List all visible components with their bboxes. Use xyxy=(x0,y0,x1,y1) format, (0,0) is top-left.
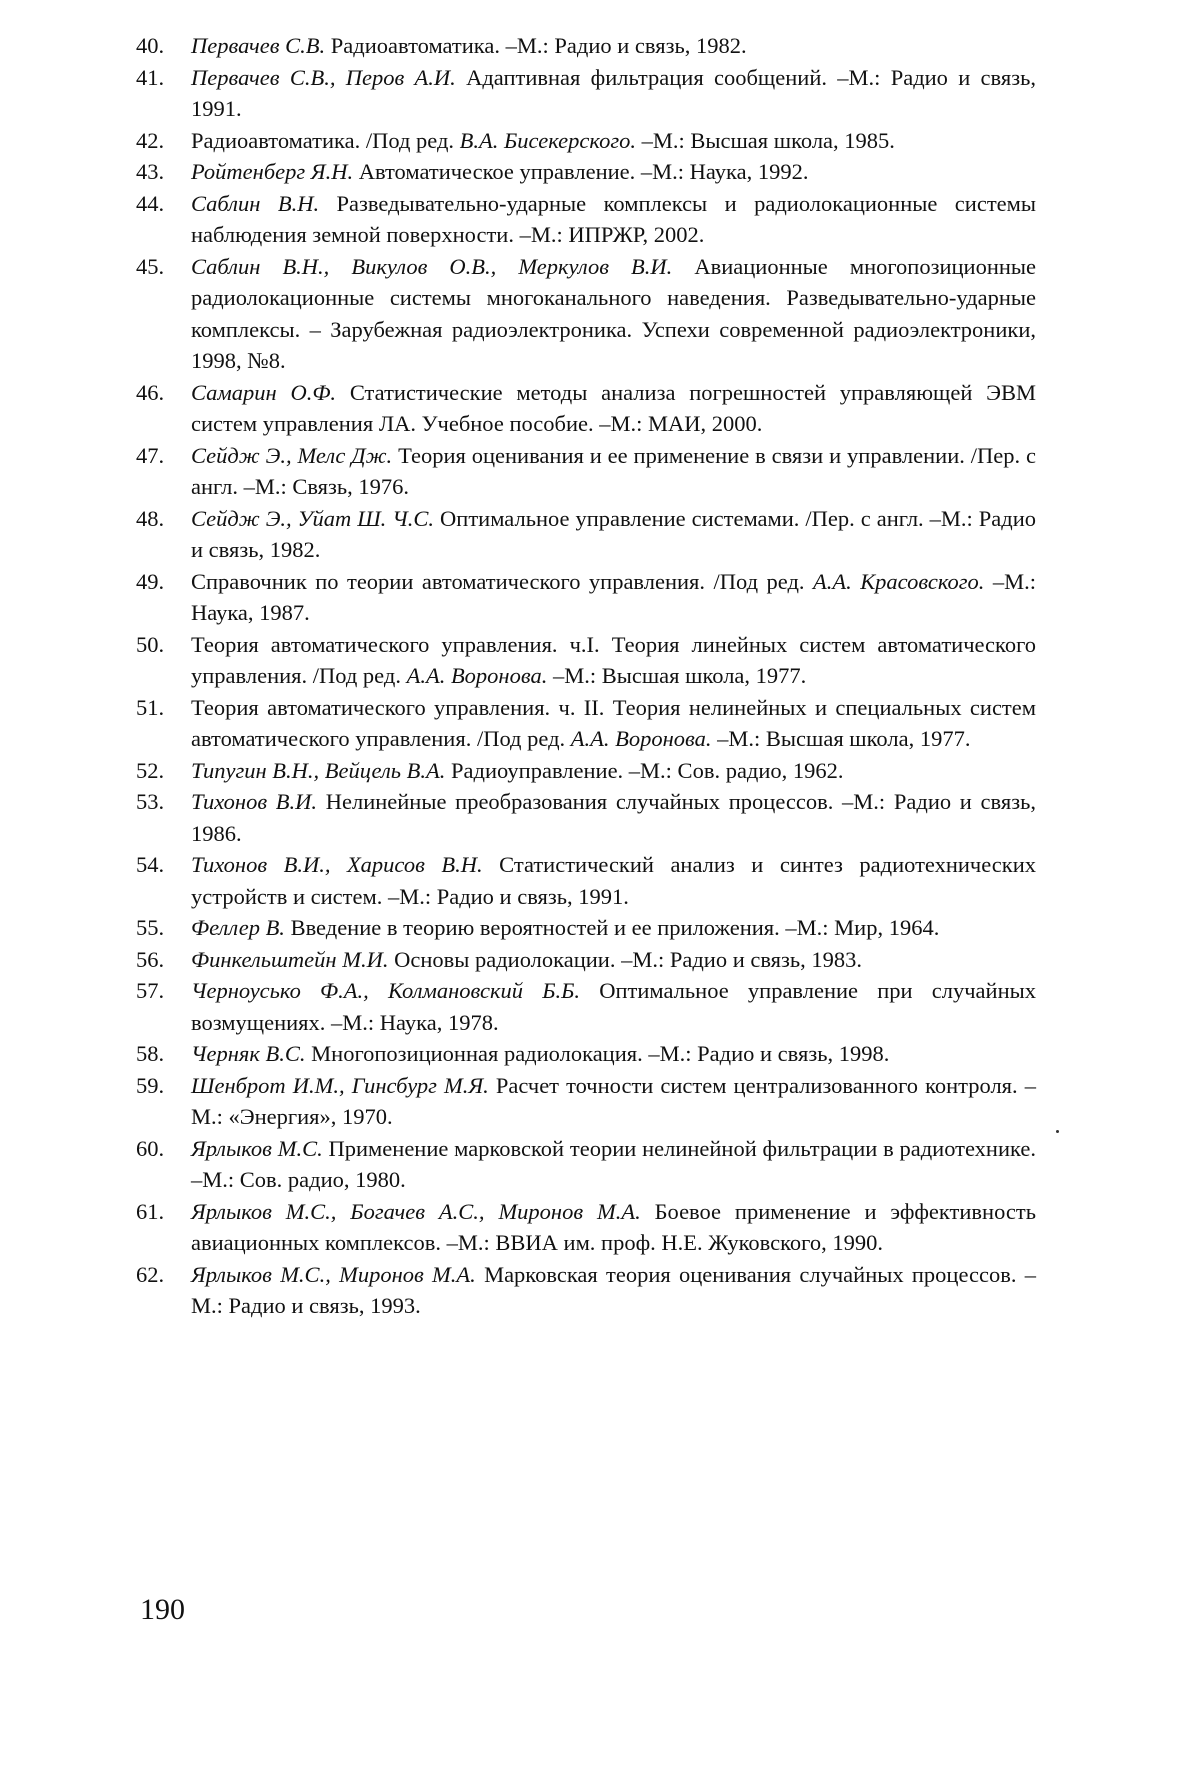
reference-text: Оптимальное управление при случайных возмущениях. –М.: Наука, 1978. xyxy=(191,978,1036,1035)
reference-text: Марковская теория оценивания случайных процессов. –М.: Радио и связь, 1993. xyxy=(191,1261,1037,1318)
reference-item xyxy=(136,1259,1036,1322)
reference-number: 45. xyxy=(136,253,165,279)
reference-item xyxy=(136,62,1036,125)
reference-item xyxy=(136,1196,1036,1259)
reference-text: –М.: Высшая школа, 1977. xyxy=(552,663,807,688)
reference-title-pre: Теория автоматического управления. ч.I. Теория линейных систем автоматического управления. /Под ред. xyxy=(191,631,1036,688)
reference-item xyxy=(136,440,1036,503)
reference-number: 53. xyxy=(136,789,165,814)
reference-number: 59. xyxy=(136,1072,165,1098)
reference-item xyxy=(136,1133,1036,1196)
reference-title-pre: Теория автоматического управления. ч. II. Теория нелинейных и специальных систем автоматического управления. /Под ред. xyxy=(191,694,1036,751)
reference-item xyxy=(136,251,1036,377)
reference-number: 41. xyxy=(136,64,165,90)
reference-text: Статистические методы анализа погрешностей управляющей ЭВМ систем управления ЛА. Учебное пособие. –М.: МАИ, 2000. xyxy=(191,379,1037,436)
reference-number: 48. xyxy=(136,505,165,531)
reference-number: 44. xyxy=(136,190,165,216)
reference-author: Ярлыков М.С., Богачев А.С., Миронов М.А. xyxy=(191,1198,641,1224)
reference-author: Финкельштейн М.И. xyxy=(191,946,389,972)
reference-text: Авиационные многопозиционные радиолокационные системы многоканального наведения. Разведывательно-ударные комплексы. – Зарубежная радиоэлектроника. Успехи современной радиоэлектроники, 1998, №8. xyxy=(191,253,1037,373)
reference-author: Ярлыков М.С. xyxy=(191,1135,323,1161)
reference-text: Расчет точности систем централизованного контроля. –М.: «Энергия», 1970. xyxy=(191,1072,1036,1129)
reference-number: 62. xyxy=(136,1261,165,1287)
reference-author: Шенброт И.М., Гинсбург М.Я. xyxy=(191,1072,489,1098)
reference-item xyxy=(136,156,1036,188)
reference-author: Феллер В. xyxy=(191,915,285,940)
reference-author: Первачев С.В. xyxy=(191,33,326,58)
reference-editor: А.А. Красовского. xyxy=(813,568,985,594)
reference-number: 40. xyxy=(136,33,165,58)
reference-author: Саблин В.Н. xyxy=(191,190,320,216)
reference-item xyxy=(136,188,1036,251)
reference-editor: В.А. Бисекерского. xyxy=(459,127,636,153)
reference-author: Черноусько Ф.А., Колмановский Б.Б. xyxy=(191,978,581,1003)
reference-item xyxy=(136,692,1036,755)
reference-editor: А.А. Воронова. xyxy=(406,663,548,688)
reference-number: 51. xyxy=(136,694,165,720)
reference-author: Тихонов В.И. xyxy=(191,789,318,814)
reference-title-pre: Справочник по теории автоматического управления. /Под ред. xyxy=(191,568,805,594)
reference-text: Разведывательно-ударные комплексы и радиолокационные системы наблюдения земной поверхности. –М.: ИПРЖР, 2002. xyxy=(191,190,1036,247)
reference-number: 56. xyxy=(136,946,165,972)
reference-number: 46. xyxy=(136,379,165,405)
reference-text: Боевое применение и эффективность авиационных комплексов. –М.: ВВИА им. проф. Н.Е. Жуковского, 1990. xyxy=(191,1198,1036,1255)
reference-item xyxy=(136,566,1036,629)
reference-author: Первачев С.В., Перов А.И. xyxy=(191,64,456,90)
reference-list xyxy=(136,30,1036,1322)
reference-item xyxy=(136,30,1036,62)
reference-author: Тихонов В.И., Харисов В.Н. xyxy=(191,852,483,877)
reference-item xyxy=(136,1038,1036,1070)
reference-author: Саблин В.Н., Викулов О.В., Меркулов В.И. xyxy=(191,253,673,279)
reference-number: 60. xyxy=(136,1135,165,1161)
reference-item xyxy=(136,377,1036,440)
reference-text: –М.: Высшая школа, 1985. xyxy=(641,127,895,153)
scan-speck xyxy=(1056,1130,1059,1133)
reference-author: Ройтенберг Я.Н. xyxy=(191,159,354,184)
reference-text: Нелинейные преобразования случайных процессов. –М.: Радио и связь, 1986. xyxy=(191,789,1036,846)
reference-number: 42. xyxy=(136,127,165,153)
reference-number: 61. xyxy=(136,1198,165,1224)
reference-text: Теория оценивания и ее применение в связи и управлении. /Пер. с англ. –М.: Связь, 1976. xyxy=(191,442,1036,499)
reference-number: 49. xyxy=(136,568,165,594)
reference-item xyxy=(136,912,1036,944)
reference-number: 47. xyxy=(136,442,165,468)
reference-author: Черняк В.С. xyxy=(191,1041,306,1066)
reference-text: Радиоавтоматика. –М.: Радио и связь, 1982. xyxy=(330,33,747,58)
reference-text: Автоматическое управление. –М.: Наука, 1992. xyxy=(358,159,809,184)
reference-text: Статистический анализ и синтез радиотехнических устройств и систем. –М.: Радио и связь, 1991. xyxy=(191,852,1036,909)
reference-text: Многопозиционная радиолокация. –М.: Радио и связь, 1998. xyxy=(311,1041,890,1066)
reference-text: Адаптивная фильтрация сообщений. –М.: Радио и связь, 1991. xyxy=(191,64,1036,121)
reference-item xyxy=(136,503,1036,566)
reference-number: 54. xyxy=(136,852,165,877)
reference-item xyxy=(136,1070,1036,1133)
reference-editor: А.А. Воронова. xyxy=(570,726,712,751)
reference-author: Сейдж Э., Мелс Дж. xyxy=(191,442,393,468)
reference-number: 52. xyxy=(136,757,165,783)
reference-item xyxy=(136,975,1036,1038)
reference-number: 57. xyxy=(136,978,165,1003)
reference-author: Сейдж Э., Уйат Ш. Ч.С. xyxy=(191,505,435,531)
reference-text: Радиоуправление. –М.: Сов. радио, 1962. xyxy=(451,757,844,783)
reference-title-pre: Радиоавтоматика. /Под ред. xyxy=(191,127,455,153)
reference-number: 43. xyxy=(136,159,165,184)
reference-text: Введение в теорию вероятностей и ее приложения. –М.: Мир, 1964. xyxy=(290,915,940,940)
reference-item xyxy=(136,125,1036,157)
reference-author: Типугин В.Н., Вейцель В.А. xyxy=(191,757,446,783)
reference-item xyxy=(136,786,1036,849)
reference-number: 55. xyxy=(136,915,165,940)
page-number: 190 xyxy=(140,1593,185,1626)
reference-item xyxy=(136,755,1036,787)
reference-item xyxy=(136,944,1036,976)
reference-text: Оптимальное управление системами. /Пер. с англ. –М.: Радио и связь, 1982. xyxy=(191,505,1037,562)
reference-text: Применение марковской теории нелинейной фильтрации в радиотехнике. –М.: Сов. радио, 1980. xyxy=(191,1135,1036,1192)
reference-author: Самарин О.Ф. xyxy=(191,379,337,405)
reference-text: Основы радиолокации. –М.: Радио и связь, 1983. xyxy=(394,946,863,972)
reference-item xyxy=(136,849,1036,912)
reference-author: Ярлыков М.С., Миронов М.А. xyxy=(191,1261,476,1287)
reference-text: –М.: Высшая школа, 1977. xyxy=(717,726,971,751)
reference-text: –М.: Наука, 1987. xyxy=(191,568,1037,625)
reference-number: 50. xyxy=(136,631,165,657)
reference-number: 58. xyxy=(136,1041,165,1066)
reference-item xyxy=(136,629,1036,692)
